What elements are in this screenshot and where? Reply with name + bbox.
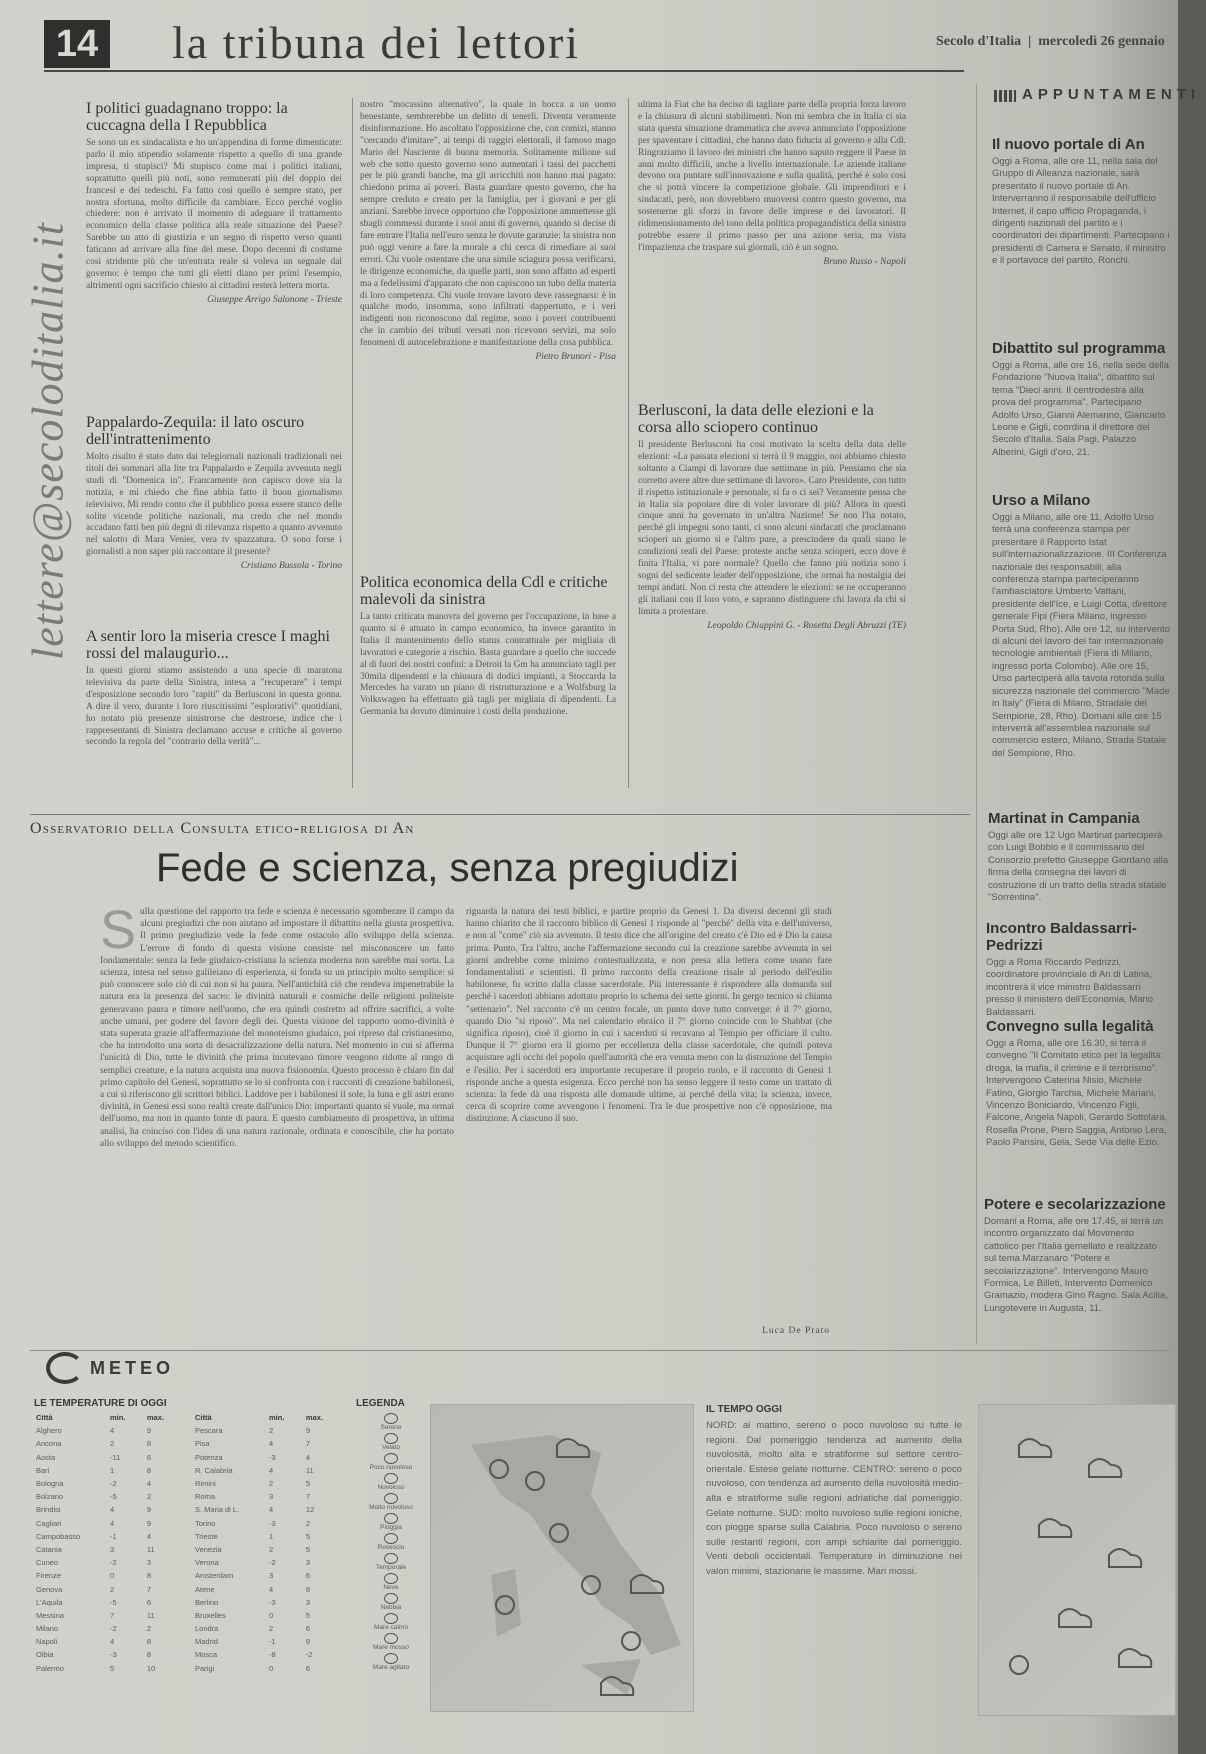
letter-politici [86,100,342,404]
temp-max: 9 [146,1505,152,1515]
event-title: Potere e secolarizzazione [984,1196,1166,1213]
temp-min: 3 [269,1492,274,1502]
temperature-row [193,1648,344,1661]
legend-label: Poco nuvoloso [369,1464,413,1471]
temperatures-table-left [34,1411,185,1675]
temp-max: 11 [305,1465,314,1475]
temp-max: 3 [305,1558,311,1568]
legend-label: Rovescio [377,1544,405,1551]
forecast-title: IL TEMPO OGGI [706,1404,782,1415]
temperature-row [34,1582,185,1595]
weather-symbol-icon [384,1573,398,1584]
city-name: Firenze [36,1571,62,1581]
temp-min: 2 [269,1624,274,1634]
event-baldassarri [986,920,1170,1018]
city-name: Bruxelles [195,1610,226,1620]
temp-max: 4 [305,1452,311,1462]
weather-symbol-icon [384,1633,398,1644]
temp-max: 9 [146,1426,152,1436]
temperature-row [193,1556,344,1569]
temperature-row [193,1662,344,1675]
temp-max: 5 [305,1531,311,1541]
temp-min: 5 [110,1663,115,1673]
letter-signature: Leopoldo Chiappini G. - Rosetta Degli Abruzzi (TE) [707,620,906,631]
temp-min: -2 [269,1558,276,1568]
legend-block [356,1398,426,1698]
city-name: Atene [195,1584,215,1594]
feature-body: riguarda la natura dei testi biblici, e partire proprio da Genesi 1. Da diversi decenni gli studi hanno chiarito che il racconto biblico di Genesi 1 risponde al "perché" della vita e dell'universo, e non al "come" ciò sia avvenuto. Il testo dice che all'origine del creato c'è Dio ed è Dio la causa prima. Punto. Tra l'altro, anche l'affermazione secondo cui la creazione sarebbe avvenuta in sei giorni andrebbe come minimo contestualizzata, e non presa alla lettera come usano fare fondamentalisti e scientisti. Il primo racconto della creazione risale al periodo dell'esilio babilonese, fu scritto dalla classe sacerdotale. Più interessante è rispondere alla domanda sul perché i sacerdoti abbiano adottato proprio lo schema dei sette giorni. In gergo tecnico si chiama "settenario". Nel racconto c'è un centro focale, un punto dove tutto converge: è il 7° giorno, quando Dio "si riposò". Ma nel calendario ebraico il 7° giorno coincide con lo Shabbat (che significa riposo), cioè il giorno in cui i sacerdoti si recavano al Tempio per officiare il culto. Dunque il 7° giorno era il giorno per eccellenza della classe sacerdotale, che quindi poteva acquistare agli occhi del popolo quell'autorità che era venuta meno con la distruzione del Tempio e l'esilio. Per i sacerdoti era importante recuperare il proprio ruolo, e il racconto di Genesi 1 risponde anche a questa esigenza. Ecco perché non ha senso leggere il testo come un trattato di scienza: la fede dà una risposta alle domande ultime, ai perché della vita; la scienza, invece, cerca di scoprire come avvengono i fenomeni. Tra le due prospettive non c'è opposizione, ma distinzione. A ciascuno il suo. [466,907,832,1125]
temp-min: -2 [110,1479,117,1489]
event-secolarizzazione [984,1196,1170,1344]
temp-max: 5 [305,1610,311,1620]
legend-item [356,1553,426,1571]
event-body: Oggi a Roma Riccardo Pedrizzi, coordinatore provinciale di An di Latina, incontrerà il vice ministro Baldassarri presso il ministero dell'Economia, Mario Baldassarri. [986,957,1154,1018]
city-name: Londra [195,1624,219,1634]
europe-weather-map [978,1404,1176,1716]
forecast-block [706,1404,962,1714]
feature-kicker: Osservatorio della Consulta etico-religiosa di An [30,820,415,837]
city-name: L'Aquila [36,1597,63,1607]
event-legalita [986,1018,1170,1180]
temp-min: -11 [110,1452,121,1462]
temp-max: 8 [146,1637,152,1647]
letter-berlusconi [638,402,906,778]
temperatures-title: LE TEMPERATURE DI OGGI [34,1398,167,1409]
temperatures-block [34,1398,344,1708]
letter-body: ultima la Fiat che ha deciso di tagliare parte della propria forza lavoro e la chiusura di alcuni stabilimenti. Non mi sembra che in Italia ci sia stata questa situazione drammatica che aveva annunciato l'opposizione per spaventare i cittadini, che hanno dato fiducia al governo e alla Cdl. Ringraziamo il lavoro dei ministri che hanno saputo reggere il Paese in anni molto difficili, anche a livello internazionale. Le aziende italiane devono ora puntare sull'innovazione e sulla qualità, perché è solo così che si potrà vincere la competizione globale. Gli imprenditori e i sindacati, però, non dovrebbero muoversi contro questo governo, ma sostenerne gli sforzi in favore delle imprese e dei lavoratori. Il ridimensionamento del tono della politica propagandistica della sinistra potrebbe essere il primo passo per una azione seria, ma vista l'impazienza che traspare sui giornali, ciò è un sogno. [638,100,906,253]
weather-symbol-icon [384,1593,398,1604]
temperature-row [34,1530,185,1543]
event-body: Oggi alle ore 12 Ugo Martinat parteciperà con Luigi Bobbio e il commissario del Consorzio prefetto Giuseppe Giordano alla firma della consegna dei lavori di costruzione di un tratto della strada statale "Sorrentina". [988,830,1169,904]
event-body: Oggi a Roma, alle ore 16, nella sede della Fondazione "Nuova Italia", dibattito sul tema "Dieci anni. Il centrodestra alla prova del programma". Partecipano Adolfo Urso, Gianni Alemanno, Giancarlo Leone e Gigli, coordina il direttore del Secolo d'Italia. Sala Pagi, Palazzo Alberini, Gigli d'oro, 21. [992,360,1169,458]
event-portale [992,136,1170,326]
cloud-icon [1039,1519,1071,1537]
weather-symbol-icon [384,1553,398,1564]
temp-max: 8 [146,1571,152,1581]
cloud-icon [1059,1609,1091,1627]
city-name: Cuneo [36,1558,59,1568]
letter-body: La tanto criticata manovra del governo per l'occupazione, in base a quanto si è attuato in campo economico, ha invece garantito in Italia il mantenimento dello status contrattuale per migliaia di lavoratori e categorie a rischio. Basta guardare a quello che succede al di fuori dei nostri confini: a Detroit la Gm ha annunciato tagli per 30mila dipendenti e la chiusura di dodici impianti, a Stoccarda la Mercedes ha varato un piano di ristrutturazione e a Wolfsburg la Volkswagen ha effettuato già tagli per migliaia di dipendenti. La Germania ha dovuto diminuire i costi della produzione. [360,612,616,718]
column-divider [352,98,353,788]
sun-icon [622,1632,640,1650]
temperature-row [34,1662,185,1675]
temp-min: 3 [269,1571,274,1581]
temp-min: 2 [269,1479,274,1489]
forecast-body: NORD: al mattino, sereno o poco nuvoloso su tutte le regioni. Dal pomeriggio tendenza ad aumento della nuvolosità, molto alta e stratiforme sul settore centro-orientale. Estese gelate notturne. CENTRO: sereno o poco nuvoloso, con tendenza ad aumento della nuvolosità medio-alta e stratiforme sulle regioni adriatiche dal pomeriggio. Gelate notturne. SUD: molto nuvoloso sulle regioni ioniche, con piogge sparse sulla Calabria. Poco nuvoloso o sereno sulle restanti regioni, con ampi schiarite dal pomeriggio. Venti deboli occidentali. Temperature in diminuzione nei valori minimi, stazionarie le massime. Mari mossi. [706,1420,962,1577]
legend-item [356,1493,426,1511]
europe-map-graphic [979,1405,1175,1715]
temp-max: 2 [146,1624,152,1634]
temp-min: -8 [269,1650,276,1660]
legend-label: Neve [383,1584,399,1591]
temp-min: 4 [269,1465,274,1475]
temp-max: 12 [305,1505,315,1515]
temperature-row [193,1596,344,1609]
event-body: Oggi a Roma, alle ore 11, nella sala del Gruppo di Alleanza nazionale, sarà presentato il nuovo portale di An. Interverranno il responsabile dell'ufficio Internet, il capo ufficio Propaganda, i dirigenti nazionali del partito e i coordinatori dei dipartimenti. Partecipano i presidenti di Camera e Senato, il ministro e il portavoce del partito, Ronchi. [992,156,1170,267]
city-name: Brindisi [36,1505,61,1515]
temp-min: 2 [269,1426,274,1436]
feature-body: ulla questione del rapporto tra fede e scienza è necessario sgomberare il campo da alcuni pregiudizi che non aiutano ad impostare il dibattito nella giusta prospettiva. Il primo pregiudizio vede la fede come ostacolo allo sviluppo della scienza. L'errore di fondo di questa visione consiste nel misconoscere un fatto fondamentale: senza la fede giudaico-cristiana la scienza moderna non sarebbe mai sorta. La scienza, intesa nel senso galileiano di esperienza, si fonda su un principio molto semplice: si può conoscere solo ciò di cui non si ha paura. Nell'antichità ciò che rendeva impenetrabile la natura era la presenza del sacro: le divinità naturali e cosmiche delle religioni politeiste generavano paura e timore nell'uomo, che era quindi costretto ad offrire sacrifici, a volte anche umani, per godere del favore degli dei. Questa visione del rapporto uomo-divinità è stata superata grazie all'affermazione del monoteismo giudaico, poi ripreso dal cristianesimo, che ha introdotto una sorta di desacralizzazione della natura. Nel momento in cui si afferma l'unicità di Dio, tutte le divinità che prima incutevano timore vengono ridotte al rango di semplici creature, e la natura acquista una nuova fisionomia. Questo processo è chiaro fin dal primo capitolo del Genesi, soprattutto se lo si confronta con i racconti di creazione babilonesi, a cui si riferiscono gli scrittori biblici. Laddove per i babilonesi il sole, la luna e gli astri erano divinità, in Genesi essi sono realtà create dall'unico Dio: importanti quanto si vuole, ma ormai dell'uomo, ma non in quanto fonte di paura. E questo cambiamento di prospettiva, in ultima analisi, ha coinciso con l'idea di una natura razionale, ordinata e conoscibile, che ha portato allo sviluppo del metodo scientifico. [100,907,454,1149]
feature-column-2 [466,906,832,1342]
temperatures-table-right [193,1411,344,1675]
city-name: Parigi [195,1663,215,1673]
temperature-row [34,1503,185,1516]
temp-min: 7 [110,1610,115,1620]
legend-label: Mare calmo [374,1624,408,1631]
event-dibattito [992,340,1170,478]
city-name: Amsterdam [195,1571,234,1581]
weather-symbol-icon [384,1653,398,1664]
temp-min: -1 [110,1531,117,1541]
meteo-logo-icon [46,1352,84,1384]
temp-min: 1 [110,1465,115,1475]
city-name: Catania [36,1544,62,1554]
temperature-row [193,1635,344,1648]
vertical-email-label [23,96,73,786]
temp-max: 8 [305,1584,311,1594]
legend-label: Mare agitato [372,1664,410,1671]
city-name: Aosta [36,1452,56,1462]
city-name: Bologna [36,1479,64,1489]
temperature-row [193,1569,344,1582]
letter-signature: Pietro Brunori - Pisa [535,352,616,363]
temperature-row [193,1477,344,1490]
temp-min: 0 [110,1571,115,1581]
temp-max: 11 [146,1544,155,1554]
city-name: Berlino [195,1597,219,1607]
temperature-row [34,1437,185,1450]
temp-max: 5 [305,1544,311,1554]
event-urso [992,492,1170,792]
legend-item [356,1653,426,1671]
legend-label: Mare mosso [373,1644,409,1651]
temp-min: 0 [269,1663,274,1673]
legend-item [356,1533,426,1551]
temperature-row [34,1543,185,1556]
city-name: Potenza [195,1452,223,1462]
temperature-row [193,1530,344,1543]
col-header-city: Città [195,1413,212,1423]
italy-weather-map [430,1404,694,1712]
feature-rule [30,814,970,815]
newspaper-name: Secolo d'Italia [936,34,1022,49]
temp-min: 1 [269,1531,274,1541]
city-name: Verona [195,1558,219,1568]
weather-symbol-icon [384,1493,398,1504]
city-name: Palermo [36,1663,64,1673]
temperature-row [193,1490,344,1503]
legend-item [356,1633,426,1651]
city-name: Mosca [195,1650,218,1660]
letter-signature: Bruno Russo - Napoli [823,256,906,267]
publication-date: mercoledì 26 gennaio [1038,34,1165,49]
city-name: Campobasso [36,1531,81,1541]
temperature-row [193,1517,344,1530]
city-name: S. Maria di L. [195,1505,240,1515]
feature-dropcap: S [100,900,137,960]
meteo-logo: METEO [90,1358,175,1378]
temperature-row [34,1490,185,1503]
newspaper-header: Secolo d'Italia | mercoledì 26 gennaio [936,34,1165,49]
temperature-row [193,1451,344,1464]
weather-symbol-icon [384,1453,398,1464]
temp-min: 4 [110,1637,115,1647]
letter-title: A sentir loro la miseria cresce I maghi rossi del malaugurio... [86,628,330,662]
weather-symbol-icon [384,1413,398,1424]
cloud-icon [1119,1649,1151,1667]
temp-max: 3 [146,1558,152,1568]
letter-signature: Cristiano Bussola - Torino [240,561,342,572]
temp-min: 4 [110,1518,115,1528]
temp-max: 4 [146,1479,152,1489]
temp-max: 5 [305,1479,311,1489]
event-title: Il nuovo portale di An [992,136,1145,153]
temp-min: 4 [110,1426,115,1436]
legend-item [356,1513,426,1531]
col-header-min: min. [110,1413,126,1423]
temperature-row [34,1556,185,1569]
meteo-rule [30,1350,1170,1351]
event-martinat [988,810,1170,906]
temp-min: 0 [269,1610,274,1620]
feature-author: Luca De Prato [762,1326,830,1336]
city-name: Alghero [36,1426,62,1436]
temp-max: 9 [305,1426,311,1436]
city-name: Roma [195,1492,216,1502]
email-label-text: lettere@secoloditalia.it [23,222,73,660]
temperature-row [193,1622,344,1635]
legend-label: Temporale [375,1564,407,1571]
letter-continuation [638,100,906,388]
col-header-max: max. [305,1413,323,1423]
city-name: Ancona [36,1439,62,1449]
event-body: Oggi a Milano, alle ore 11, Adolfo Urso terrà una conferenza stampa per presentare il Rapporto Istat sull'internazionalizzazione. III Conferenza nazionale dei responsabili, alla conferenza stampa parteciperanno l'ambasciatore Umberto Vattani, presidente dell'Ice, e Luigi Cotta, direttore generale Fipi (Fiera Milano, ingresso Porta Sud, Rho). Alle ore 12, su intervento di alcuni del lavoro del fair internazionale tecnologie ambientali (Fiera di Milano, ingresso porta Colombo). Alle ore 15, Urso parteciperà alla tavola rotonda sulla sicurezza nazionale del commercio "Made in Italy" (Fiera di Milano, Stradale del Sempione, 28, Rho). Domani alle ore 15 interverrà all'assemblea nazionale sul commercio estero, Milano, Strada Statale del Sempione, Rho. [992,512,1170,759]
event-title: Dibattito sul programma [992,340,1166,357]
letter-maghi-rossi [86,628,342,788]
weather-symbol-icon [384,1533,398,1544]
temp-max: 8 [146,1650,152,1660]
temperature-row [34,1424,185,1437]
temp-max: 6 [305,1624,311,1634]
temperature-row [34,1609,185,1622]
city-name: Napoli [36,1637,58,1647]
temp-min: -3 [269,1452,276,1462]
temp-max: 7 [146,1584,152,1594]
legend-item [356,1613,426,1631]
temperature-row [34,1622,185,1635]
event-title: Urso a Milano [992,492,1091,509]
temperature-row [34,1464,185,1477]
temp-max: 7 [305,1492,311,1502]
temp-min: -3 [269,1518,276,1528]
temp-min: 4 [269,1505,274,1515]
cloud-icon [1109,1549,1141,1567]
city-name: Cagliari [36,1518,62,1528]
city-name: Madrid [195,1637,218,1647]
temperature-row [193,1437,344,1450]
event-title: Incontro Baldassarri-Pedrizzi [986,920,1137,954]
event-title: Convegno sulla legalità [986,1018,1154,1035]
temp-min: 2 [110,1584,115,1594]
legend-label: Molto nuvoloso [369,1504,413,1511]
letter-body: Se sono un ex sindacalista e ho un'appendina di forme dimenticate: parlo il mio stipendio solamente rispetto a quello di una grande impresa, ti stupisci? Mi stupisco come mai i politici italiani, soprattutto quelli più noti, sono remunerati più del doppio dei francesi e dei tedeschi. Fa fatto così quello è sempre stato, per nostra sfortuna, molto difficile da cambiare. Ecco perché voglio chiedere: non è arrivato il momento di adeguare il trattamento economico della classe politica alla reale situazione del Paese? Sarebbe un atto di giustizia e un segno di rispetto verso quanti faticano ad arrivare alla fine del mese. Dopo decenni di costume così stridente più che un'entrata reale si voleva un segnale dal governo: è tempo che tutti gli eletti diano per primi l'esempio, altrimenti ogni sacrificio chiesto ai cittadini resterà lettera morta. [86,138,342,291]
city-name: Olbia [36,1650,54,1660]
temp-max: 6 [305,1663,311,1673]
letter-body: Molto risalto è stato dato dai telegiornali nazionali tradizionali nei titoli dei sommari alla lite tra Pappalardo e Zequila avvenuta negli studi di "Domenica in". Francamente non capisco dove sia la notizia, e mi chiedo che fine abbia fatto il buon giornalismo televisivo. Mi rendo conto che il pubblico possa essere stanco delle solite vicende politiche nazionali, ma credo che nel mondo accadano fatti ben più degni di rilevanza rispetto a quanto avvenuto nel salotto di Mara Venier, vera tv spazzatura. O sono forse i giornalisti a non saper più raccontare il presente? [86,452,342,558]
city-name: Torino [195,1518,216,1528]
city-name: Rimini [195,1479,216,1489]
temp-max: 8 [146,1465,152,1475]
col-header-city: Città [36,1413,53,1423]
temperature-row [193,1609,344,1622]
sidebar-header: APPUNTAMENTI [1022,86,1201,103]
temp-max: 6 [305,1571,311,1581]
letter-body: Il presidente Berlusconi ha così motivato la scelta della data delle elezioni: «La passata elezioni si terrà il 9 maggio, noi abbiamo chiesto soltanto a Ciampi di lavorare due settimane in più. Pensiamo che sia corretto avere altre due settimane di lavoro». Caro Presidente, con tutto il rispetto istituzionale e personale, si fa o ci sei? Veramente pensa che in Italia sia popolare dire di voler lavorare di più? Allora in questi cinque anni ha governato in un'altra Nazione! Se non l'ha notato, perché gli impegni sono tanti, ci sono alcuni sindacati che proclamano scioperi un giorno sì e l'altro pure, a prescindere da quali siano le condizioni reali del Paese: proteste anche senza scioperi, ecco dove è finita l'Italia, vi pare normale? Quello che fanno più notizia sono i sogni del sedicente leader dell'opposizione, che ormai ha nostalgia dei tempi andati. Non ci resta che attendere le elezioni: se ne occuperanno gli italiani con il loro voto, e sapranno distinguere chi lavora da chi si limita a protestare. [638,440,906,617]
legend-item [356,1413,426,1431]
appuntamenti-mark-icon [994,90,1016,102]
temperature-row [34,1517,185,1530]
legend-item [356,1573,426,1591]
weather-symbol-icon [384,1433,398,1444]
temp-max: 3 [305,1597,311,1607]
temp-max: 10 [146,1663,156,1673]
temperature-row [34,1648,185,1661]
temp-min: 2 [110,1439,115,1449]
city-name: Pescara [195,1426,223,1436]
temp-min: 2 [269,1544,274,1554]
cloud-icon [1019,1439,1051,1457]
temp-max: 6 [146,1597,152,1607]
temp-min: -2 [110,1624,117,1634]
temp-min: -3 [110,1650,117,1660]
temp-min: -5 [110,1597,117,1607]
letter-body: nostro "mocassino alternativo", la quale in bocca a un uomo benestante, sembrerebbe un delitto di tenerli. Diventa veramente disinformazione. Ho ascoltato l'opposizione che, con comizi, stanno "cercando d'imitare", ai tempi di raggiri elettorali, il famoso mago Mario del Nasciente di buona memoria. Solitamente milione sul web che sotto questo governo sono aumentati i tassi dei pacchetti per le più grandi banche, ma gli arricchiti non hanno mai pagato: chiedono prima ai poveri. Basta guardare questo governo, che ha sempre creduto e creato per la famiglia, per i giovani e per gli anziani. Sarebbe invece opportuno che l'opposizione ammettesse gli sbagli commessi durante i suoi anni di governo, quando si decise di fare entrare l'Italia nell'euro senza le dovute garanzie: la sinistra non può oggi venire a fare la morale a chi cerca di rimediare ai suoi errori. Chi vuole ostentare che una simile sciagura possa verificarsi, le dirigenze economiche, da quelle parti, non sono affatto ad esperti ma a fedelissimi d'apparato che non capiscono un tubo della materia di loro competenza. Chi vuole trovare lavoro deve rassegnarsi: è in qualche modo, insomma, sono infiltrati dappertutto, e i veri indigenti non riconoscono dal regime, sono i poveri contribuenti che in cambio dei tributi versati non ricevono servizi, ma solo fenomeni di autocelebrazione e manifestazione della cosa pubblica. [360,100,616,349]
col-header-max: max. [146,1413,164,1423]
temperature-row [34,1596,185,1609]
temp-min: 4 [269,1584,274,1594]
temperature-row [193,1464,344,1477]
letter-pappalardo [86,414,342,614]
city-name: Messina [36,1610,64,1620]
city-name: Milano [36,1624,59,1634]
temperature-row [34,1451,185,1464]
temp-max: 8 [146,1439,152,1449]
city-name: R. Calabria [195,1465,233,1475]
temperature-row [34,1569,185,1582]
header-rule [44,70,964,72]
temperature-row [193,1582,344,1595]
temp-min: 4 [110,1505,115,1515]
feature-column-1 [100,900,454,1342]
weather-symbol-icon [384,1473,398,1484]
cloud-icon [1089,1459,1121,1477]
letters-column-1 [86,100,342,790]
temp-min: -5 [110,1492,117,1502]
temp-max: 11 [146,1610,155,1620]
sidebar-divider [976,84,977,1344]
weather-symbol-icon [384,1513,398,1524]
feature-headline: Fede e scienza, senza pregiudizi [156,846,739,890]
section-title: la tribuna dei lettori [172,17,581,68]
temperature-row [34,1477,185,1490]
letter-title: I politici guadagnano troppo: la cuccagna della I Repubblica [86,100,288,134]
temp-min: -3 [269,1597,276,1607]
letter-title: Politica economica della Cdl e critiche malevoli da sinistra [360,574,608,608]
legend-label: Pioggia [380,1524,402,1531]
temp-min: 4 [269,1439,274,1449]
city-name: Bolzano [36,1492,64,1502]
legend-item [356,1593,426,1611]
event-body: Oggi a Roma, alle ore 16.30, si terrà il convegno "Il Comitato etico per la legalità: droga, la mafia, il crimine e il terrorismo". Intervengono Caterina Nisio, Michele Fatino, Giorgio Tarchia, Michele Mariani, Vincenzo Boniciardo, Vincenzo Figli, Falcone, Angela Napoli, Gerardo Sottolara, Rosella Prone, Piero Saggia, Antonio Lera, Paolo Pansini, Gela, Sede Via delle Ezio. [986,1038,1168,1149]
temp-max: 9 [305,1637,311,1647]
letters-column-2 [360,100,616,790]
temp-max: 7 [305,1439,311,1449]
column-divider [628,98,629,788]
city-name: Venezia [195,1544,222,1554]
page-number: 14 [44,20,110,68]
sun-icon [1010,1656,1028,1674]
temp-max: 2 [146,1492,152,1502]
legend-label: Velato [381,1444,401,1451]
legend-label: Nebbia [380,1604,402,1611]
temperature-row [34,1635,185,1648]
letter-body: In questi giorni stiamo assistendo a una specie di maratona televisiva da parte della Sinistra, intesa a "recuperare" i tempi d'esposizione secondo loro "rapiti" da Berlusconi in questa gonna. A dire il vero, durante i loro riuscitissimi "esplorativi" quotidiani, ho notato più presenze sinistrorse che destrorse, indice che i rappresentanti di Sinistra declamano accuse e critiche al governo secondo la regola del "contrario della verità"... [86,666,342,748]
legend-item [356,1433,426,1451]
letters-column-3 [638,100,906,790]
letter-title: Pappalardo-Zequila: il lato oscuro dell'intrattenimento [86,414,305,448]
temperature-row [193,1503,344,1516]
legend-label: Nuvoloso [377,1484,405,1491]
temp-min: 3 [110,1544,115,1554]
letter-continuation [360,100,616,562]
city-name: Bari [36,1465,50,1475]
temp-min: -1 [269,1637,276,1647]
letter-title: Berlusconi, la data delle elezioni e la corsa allo sciopero continuo [638,402,874,436]
temp-max: 9 [146,1518,152,1528]
temp-min: -2 [110,1558,117,1568]
temp-max: 2 [305,1518,311,1528]
temperature-row [193,1424,344,1437]
temp-max: 4 [146,1531,152,1541]
city-name: Pisa [195,1439,210,1449]
city-name: Genova [36,1584,63,1594]
temp-max: -2 [305,1650,313,1660]
italy-map-graphic [431,1405,693,1711]
city-name: Trieste [195,1531,218,1541]
event-body: Domani a Roma, alle ore 17.45, si terrà un incontro organizzato dal Movimento cattolico per l'Italia gemellato e realizzato sul tema Marzanaro "Potere e secolarizzazione". Intervengono Mauro Formica, Le Billeti, Intervento Domenico Gramazio, modera Gino Ragno. Sala Acilia, Lungotevere in Augusta, 11. [984,1216,1168,1314]
legend-item [356,1473,426,1491]
event-title: Martinat in Campania [988,810,1140,827]
temperature-row [193,1543,344,1556]
weather-symbol-icon [384,1613,398,1624]
legend-item [356,1453,426,1471]
legend-label: Sereno [380,1424,402,1431]
temp-max: 6 [146,1452,152,1462]
col-header-min: min. [269,1413,285,1423]
legend-title: LEGENDA [356,1398,405,1409]
letter-cdl [360,574,616,784]
letter-signature: Giuseppe Arrigo Salonone - Trieste [207,294,342,305]
